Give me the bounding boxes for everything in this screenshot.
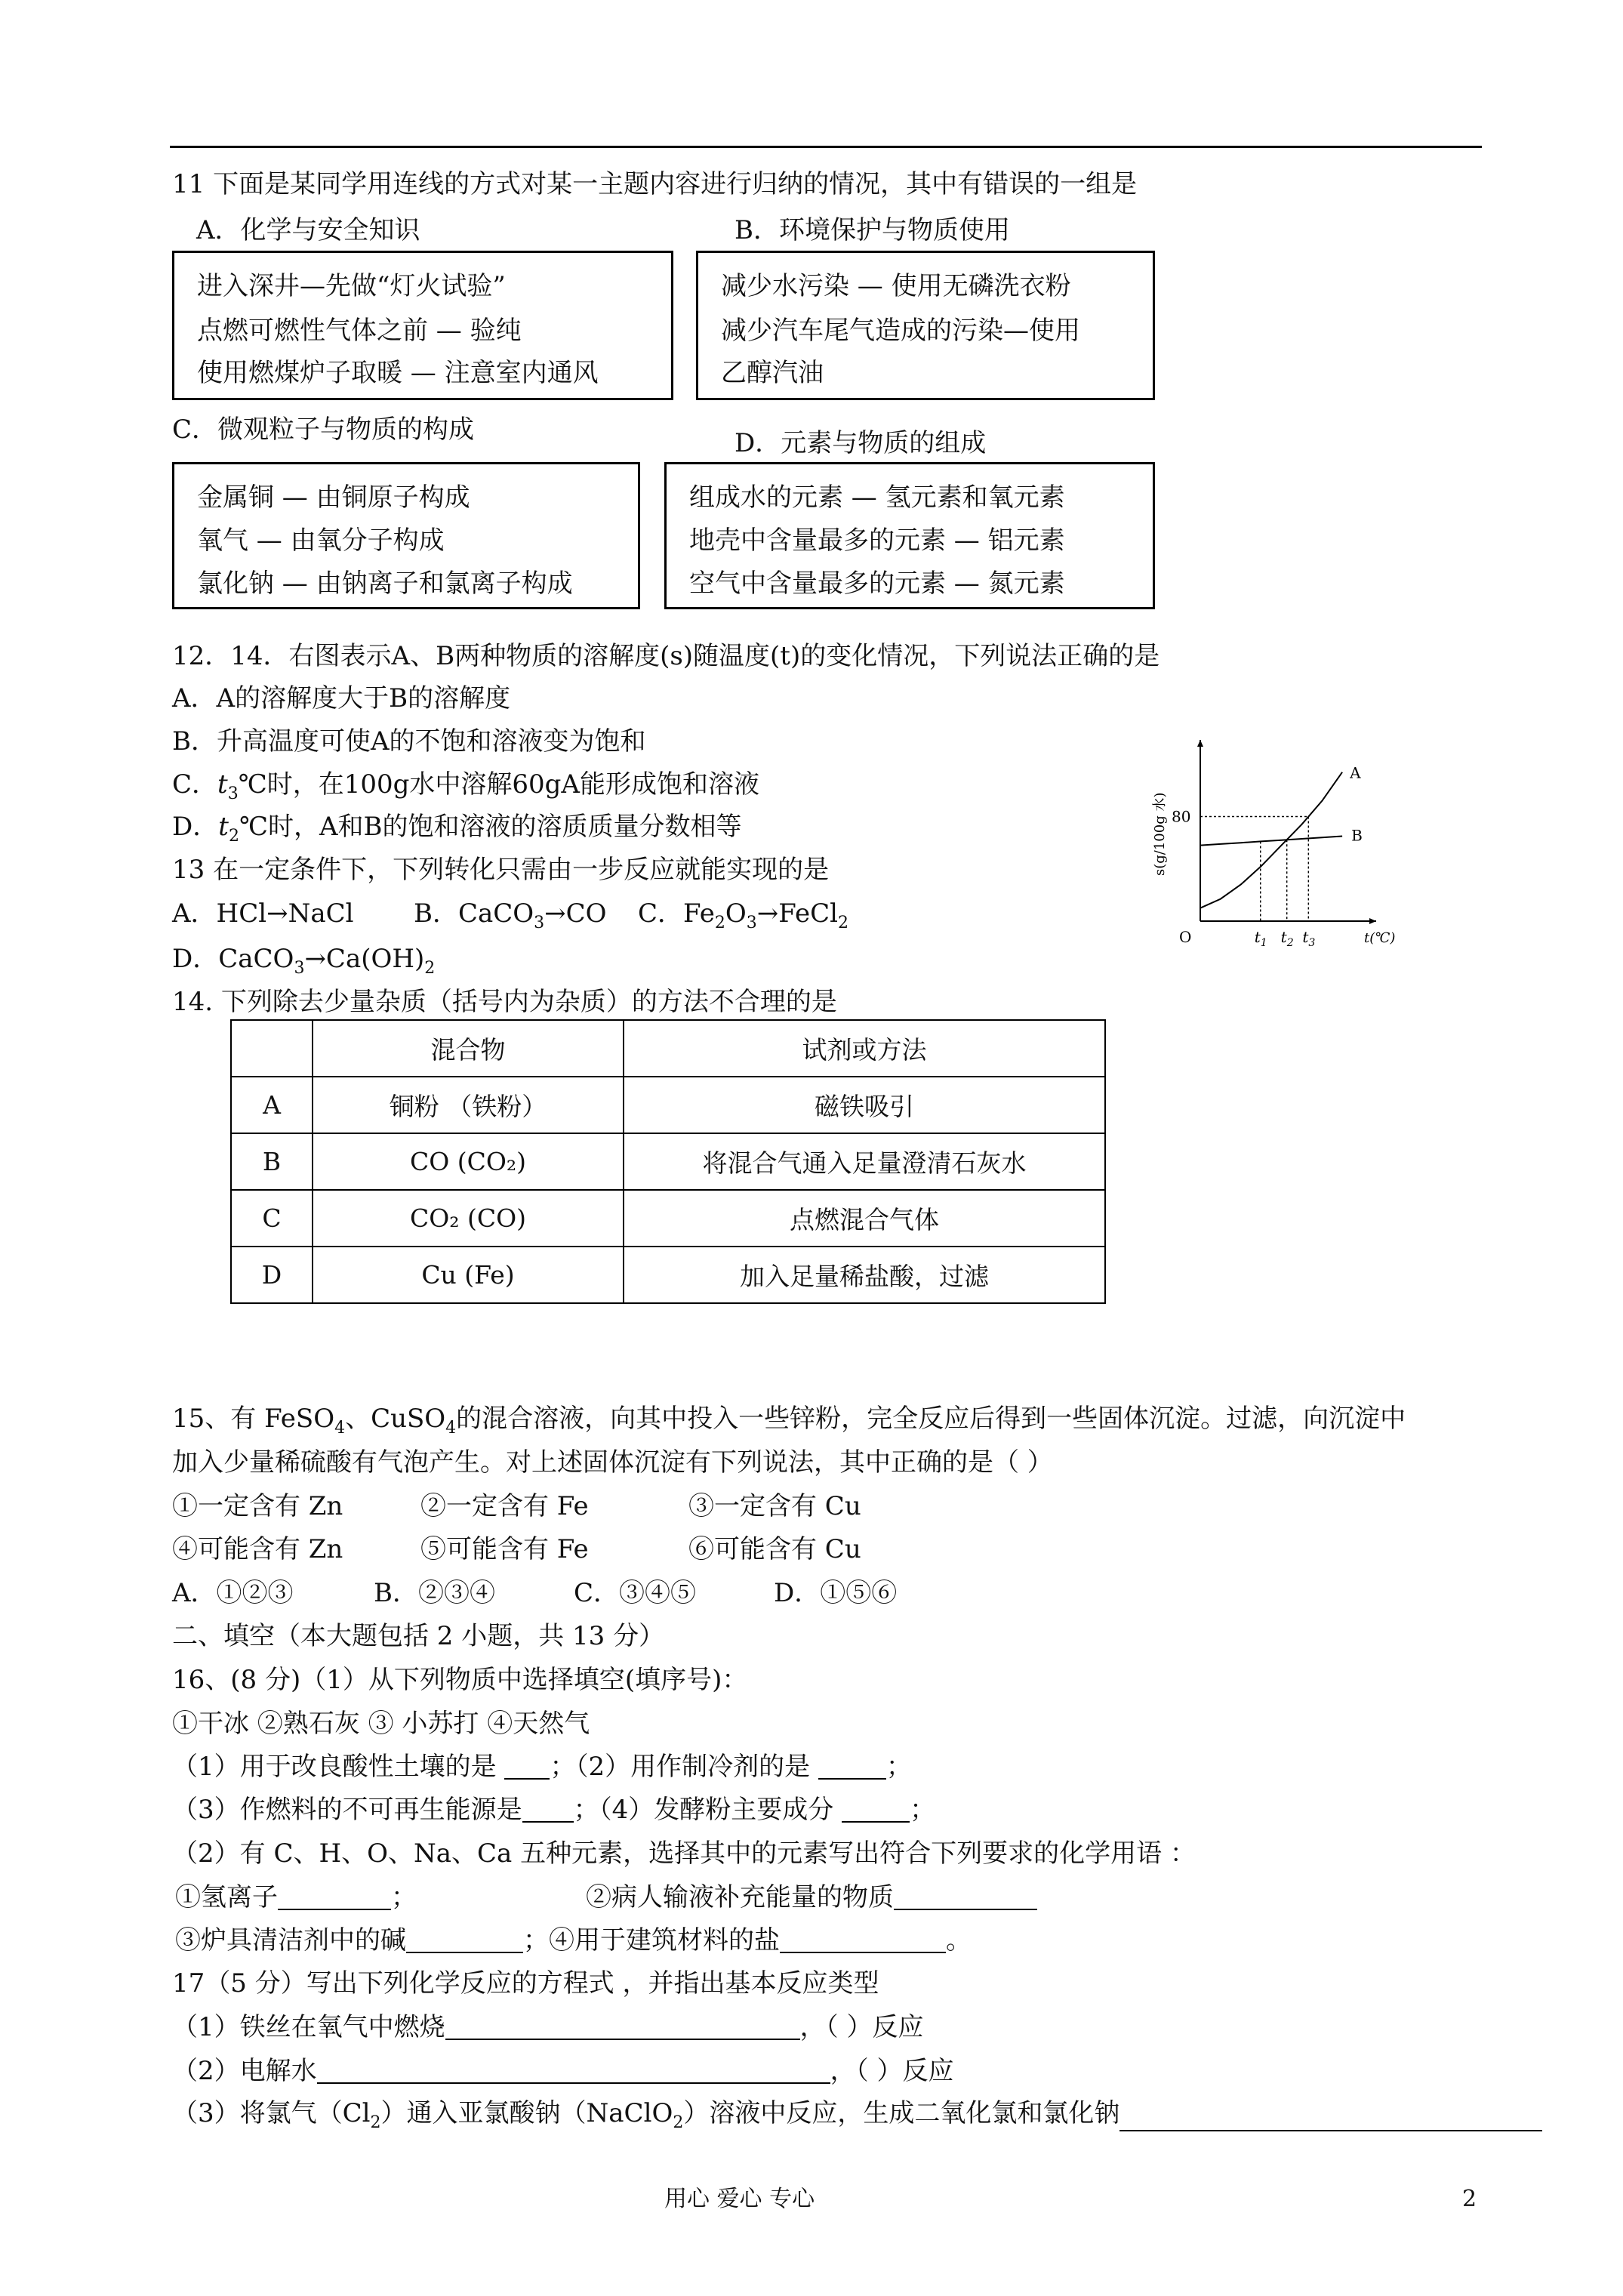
table-header-cell — [231, 1020, 313, 1077]
q11-group-d-label: D．元素与物质的组成 — [735, 428, 987, 458]
series-b-label: B — [1351, 826, 1363, 845]
q15-line-2: 加入少量稀硫酸有气泡产生。对上述固体沉淀有下列说法，其中正确的是（ ） — [172, 1447, 1053, 1478]
y-tick-label: 80 — [1172, 807, 1191, 826]
row-mixture: CO₂ (CO) — [313, 1190, 624, 1247]
answer-blank[interactable] — [278, 1886, 391, 1910]
q12-option-a: A．A的溶解度大于B的溶解度 — [172, 683, 511, 713]
table-row — [231, 1247, 1105, 1303]
solubility-chart — [1144, 736, 1396, 963]
row-mixture: CO (CO₂) — [313, 1133, 624, 1190]
q11-d-line-2: 地壳中含量最多的元素 — 铝元素 — [689, 525, 1065, 556]
row-key: A — [231, 1077, 313, 1133]
q13-option-c: C．$Fe_2O_3\to FeCl_2$ — [638, 898, 848, 932]
x-axis-label: t(℃) — [1364, 930, 1396, 946]
answer-blank[interactable] — [317, 2060, 830, 2084]
x-tick-label: $t_2$ — [1280, 928, 1294, 949]
q13-option-a: A．HCl→NaCl — [172, 898, 354, 929]
row-method: 加入足量稀盐酸，过滤 — [624, 1247, 1105, 1303]
row-method: 磁铁吸引 — [624, 1077, 1105, 1133]
q17-stem: 17（5 分）写出下列化学反应的方程式 ，并指出基本反应类型 — [172, 1968, 879, 1999]
q11-group-b-label: B．环境保护与物质使用 — [735, 215, 1010, 245]
answer-blank[interactable] — [842, 1798, 910, 1823]
table-row — [231, 1133, 1105, 1190]
header-rule — [170, 146, 1482, 148]
q16-line-2: （3）作燃料的不可再生能源是 ；（4）发酵粉主要成分 ； — [172, 1795, 936, 1825]
origin-label: O — [1179, 928, 1192, 946]
q15-choice-b: B．②③④ — [374, 1578, 495, 1608]
q11-group-a-box — [172, 251, 673, 400]
q14-table — [230, 1019, 1106, 1304]
row-method: 点燃混合气体 — [624, 1190, 1105, 1247]
q17-line-3: （3）将氯气$(Cl_2)$通入亚氯酸钠（NaClO$_2$）溶液中反应，生成二氧化氯和氯化钠 — [172, 2100, 1542, 2131]
q11-a-line-1: 进入深井—先做“灯火试验” — [197, 271, 506, 301]
row-mixture: 铜粉 （铁粉） — [313, 1077, 624, 1133]
series-b-curve — [1200, 837, 1342, 846]
table-row — [231, 1077, 1105, 1133]
answer-blank[interactable] — [894, 1886, 1037, 1910]
q12-option-c: C．$t_3℃$时，在100g水中溶解60gA能形成饱和溶液 — [172, 769, 759, 803]
row-key: D — [231, 1247, 313, 1303]
q11-c-line-2: 氧气 — 由氧分子构成 — [197, 525, 445, 556]
q13-stem: 13 在一定条件下，下列转化只需由一步反应就能实现的是 — [172, 855, 830, 885]
answer-blank[interactable] — [445, 2016, 800, 2040]
table-header-cell: 混合物 — [313, 1020, 624, 1077]
q15-statement-1: ①一定含有 Zn — [172, 1491, 343, 1521]
q11-group-a-label: A．化学与安全知识 — [196, 215, 420, 245]
row-key: C — [231, 1190, 313, 1247]
q16-line-5: ③炉具清洁剂中的碱 ；④用于建筑材料的盐 。 — [175, 1925, 972, 1955]
q11-d-line-1: 组成水的元素 — 氢元素和氧元素 — [689, 482, 1065, 513]
q11-a-line-3: 使用燃煤炉子取暖 — 注意室内通风 — [197, 358, 599, 388]
q11-group-c-label: C．微观粒子与物质的构成 — [172, 415, 475, 445]
y-axis-arrow — [1197, 740, 1203, 747]
q15-choice-a: A．①②③ — [172, 1578, 294, 1608]
section-heading: 二、填空（本大题包括 2 小题，共 13 分） — [172, 1621, 665, 1651]
page-number: 2 — [1462, 2186, 1477, 2212]
q11-b-line-3: 乙醇汽油 — [721, 358, 824, 388]
x-axis-arrow — [1369, 918, 1376, 924]
q11-b-line-2: 减少汽车尾气造成的污染—使用 — [721, 316, 1080, 346]
q15-line-1: 15、有 FeSO$_4$、CuSO$_4$的混合溶液，向其中投入一些锌粉，完全反应后得到一些固体沉淀。过滤，向沉淀中 — [172, 1404, 1406, 1438]
q15-statement-6: ⑥可能含有 Cu — [688, 1534, 861, 1564]
q11-b-line-1: 减少水污染 — 使用无磷洗衣粉 — [721, 271, 1071, 301]
table-header-row — [231, 1020, 1105, 1077]
footer-motto: 用心 爱心 专心 — [664, 2186, 815, 2212]
q17-line-2: （2）电解水 ，（ ）反应 — [172, 2056, 954, 2086]
q12-option-d: D．$t_2℃$时，A和B的饱和溶液的溶质质量分数相等 — [172, 812, 742, 846]
answer-blank[interactable] — [1119, 2107, 1542, 2131]
q16-line-4b: ②病人输液补充能量的物质 — [586, 1885, 1037, 1910]
q16-line-3: （2）有 C、H、O、Na、Ca 五种元素，选择其中的元素写出符合下列要求的化学用语 ： — [172, 1838, 1196, 1869]
q13-option-b: B．CaCO$_3$→CO — [414, 898, 607, 932]
table-row — [231, 1190, 1105, 1247]
table-header-cell: 试剂或方法 — [624, 1020, 1105, 1077]
q16-substances: ①干冰 ②熟石灰 ③ 小苏打 ④天然气 — [172, 1709, 590, 1739]
answer-blank[interactable] — [522, 1798, 574, 1823]
q16-line-1: （1）用于改良酸性土壤的是 ；（2）用作制冷剂的是 ； — [172, 1752, 912, 1782]
q11-group-b-box — [696, 251, 1155, 400]
series-a-label: A — [1350, 763, 1361, 782]
q15-choice-d: D．①⑤⑥ — [774, 1578, 898, 1608]
q11-stem: 11 下面是某同学用连线的方式对某一主题内容进行归纳的情况，其中有错误的一组是 — [172, 169, 1138, 199]
q15-statement-3: ③一定含有 Cu — [688, 1491, 861, 1521]
q12-stem: 12．14．右图表示A、B两种物质的溶解度(s)随温度(t)的变化情况，下列说法正确的是 — [172, 641, 1160, 671]
q14-stem: 14. 下列除去少量杂质（括号内为杂质）的方法不合理的是 — [172, 987, 837, 1017]
q15-choice-c: C．③④⑤ — [574, 1578, 697, 1608]
row-key: B — [231, 1133, 313, 1190]
row-method: 将混合气通入足量澄清石灰水 — [624, 1133, 1105, 1190]
row-mixture: Cu (Fe) — [313, 1247, 624, 1303]
q11-c-line-1: 金属铜 — 由铜原子构成 — [197, 482, 470, 513]
q11-group-c-box — [172, 462, 640, 609]
answer-blank[interactable] — [780, 1929, 946, 1953]
q13-option-d: D．$CaCO_3\to Ca(OH)_2$ — [172, 944, 436, 978]
x-tick-label: $t_3$ — [1302, 928, 1316, 949]
q12-option-b: B．升高温度可使A的不饱和溶液变为饱和 — [172, 726, 646, 757]
q11-a-line-2: 点燃可燃性气体之前 — 验纯 — [197, 316, 522, 346]
q11-group-d-box — [664, 462, 1155, 609]
q11-c-line-3: 氯化钠 — 由钠离子和氯离子构成 — [197, 569, 573, 599]
q15-statement-5: ⑤可能含有 Fe — [420, 1534, 589, 1564]
q15-statement-2: ②一定含有 Fe — [420, 1491, 589, 1521]
q11-d-line-3: 空气中含量最多的元素 — 氮元素 — [689, 569, 1065, 599]
answer-blank[interactable] — [406, 1929, 523, 1953]
answer-blank[interactable] — [818, 1755, 886, 1780]
y-axis-label: s(g/100g 水) — [1152, 792, 1168, 876]
q16-line-4: ①氢离子 ； — [175, 1882, 417, 1912]
q17-line-1: （1）铁丝在氧气中燃烧 ，（ ）反应 — [172, 2012, 924, 2042]
answer-blank[interactable] — [504, 1755, 550, 1780]
q16-stem: 16、(8 分)（1）从下列物质中选择填空(填序号)： — [172, 1665, 748, 1695]
q15-statement-4: ④可能含有 Zn — [172, 1534, 343, 1564]
x-tick-label: $t_1$ — [1254, 928, 1267, 949]
